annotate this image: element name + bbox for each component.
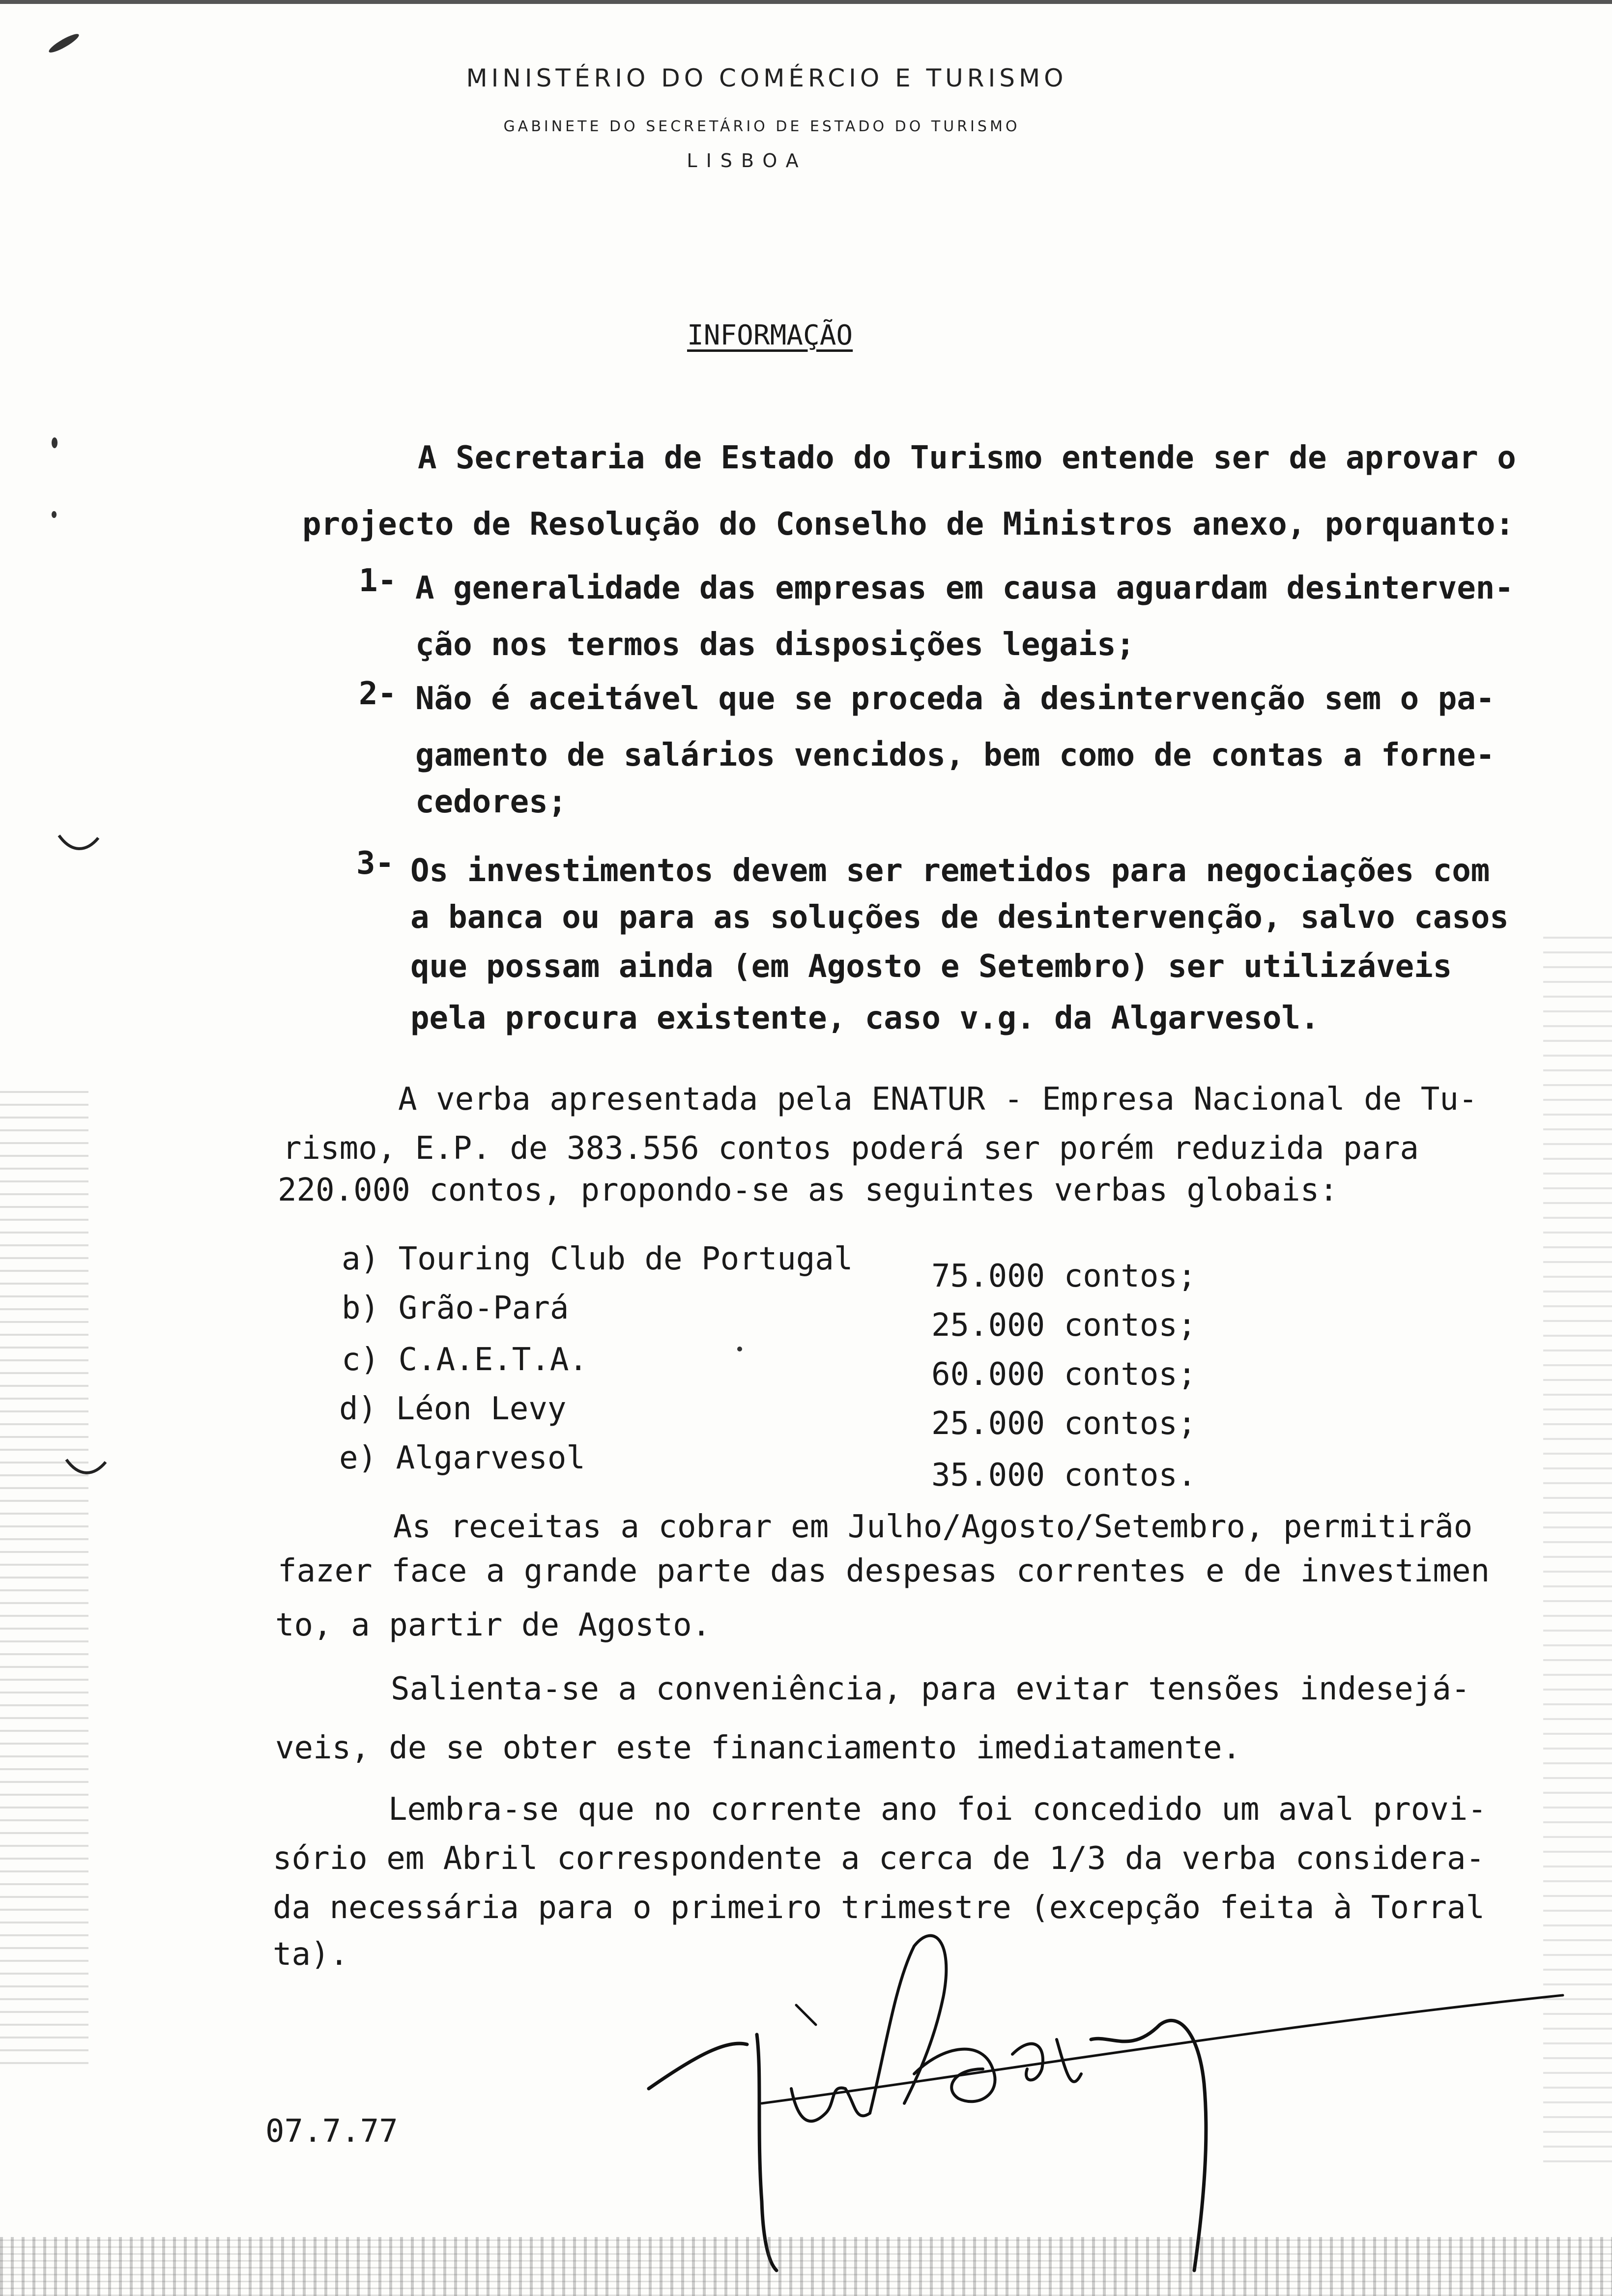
point-2-number: 2-: [359, 676, 397, 712]
point-2-line-1: Não é aceitável que se proceda à desintervenção sem o pa-: [415, 681, 1495, 717]
scan-mark: [57, 831, 101, 855]
verba-b-label: b) Grão-Pará: [342, 1290, 569, 1326]
point-3-line-3: que possam ainda (em Agosto e Setembro) ser utilizáveis: [410, 948, 1452, 985]
verba-line-2: rismo, E.P. de 383.556 contos poderá ser porém reduzida para: [283, 1130, 1419, 1167]
intro-line-2: projecto de Resolução do Conselho de Ministros anexo, porquanto:: [302, 506, 1514, 543]
point-2-line-3: cedores;: [415, 784, 567, 820]
point-3-line-4: pela procura existente, caso v.g. da Algarvesol.: [410, 1000, 1320, 1036]
point-2-line-2: gamento de salários vencidos, bem como de contas a forne-: [415, 737, 1495, 774]
verba-c-label: c) C.A.E.T.A.: [342, 1342, 588, 1378]
letterhead-ministry: MINISTÉRIO DO COMÉRCIO E TURISMO: [466, 64, 1067, 92]
point-1-line-2: ção nos termos das disposições legais;: [415, 627, 1135, 663]
lembra-line-1: Lembra-se que no corrente ano foi concedido um aval provi-: [388, 1791, 1487, 1828]
point-3-line-2: a banca ou para as soluções de desintervenção, salvo casos: [410, 899, 1509, 936]
handwritten-signature: [639, 1926, 1573, 2290]
verba-e-label: e) Algarvesol: [339, 1440, 585, 1476]
document-date: 07.7.77: [265, 2113, 398, 2150]
salienta-line-2: veis, de se obter este financiamento imediatamente.: [275, 1730, 1241, 1766]
letterhead-office: GABINETE DO SECRETÁRIO DE ESTADO DO TURISMO: [503, 118, 1020, 135]
receitas-line-1: As receitas a cobrar em Julho/Agosto/Setembro, permitirão: [393, 1509, 1473, 1545]
verba-c-value: 60.000 contos;: [931, 1356, 1197, 1393]
lembra-line-3: da necessária para o primeiro trimestre (excepção feita à Torral: [273, 1890, 1485, 1926]
verba-line-1: A verba apresentada pela ENATUR - Empresa Nacional de Tu-: [398, 1081, 1478, 1118]
scan-speck: [47, 31, 81, 56]
receitas-line-2: fazer face a grande parte das despesas correntes e de investimen: [278, 1553, 1490, 1589]
document-title: INFORMAÇÃO: [687, 319, 853, 351]
scan-speck: [737, 1347, 742, 1351]
point-3-line-1: Os investimentos devem ser remetidos para negociações com: [410, 853, 1490, 889]
verba-a-value: 75.000 contos;: [931, 1258, 1197, 1294]
point-1-number: 1-: [359, 563, 397, 599]
scan-speck: [52, 511, 57, 518]
letterhead-city: LISBOA: [687, 150, 807, 172]
scan-top-edge: [0, 0, 1612, 4]
point-1-line-1: A generalidade das empresas em causa aguardam desinterven-: [415, 570, 1514, 606]
scan-noise-left: [0, 1081, 88, 2064]
verba-e-value: 35.000 contos.: [931, 1457, 1197, 1493]
verba-d-value: 25.000 contos;: [931, 1406, 1197, 1442]
lembra-line-4: ta).: [273, 1936, 349, 1973]
receitas-line-3: to, a partir de Agosto.: [275, 1607, 711, 1643]
salienta-line-1: Salienta-se a conveniência, para evitar tensões indesejá-: [391, 1671, 1470, 1707]
verba-b-value: 25.000 contos;: [931, 1307, 1197, 1344]
intro-line-1: A Secretaria de Estado do Turismo entende ser de aprovar o: [418, 440, 1516, 476]
lembra-line-2: sório em Abril correspondente a cerca de 1/3 da verba considera-: [273, 1840, 1485, 1877]
scan-speck: [52, 437, 58, 448]
scan-noise-bottom: [0, 2237, 1612, 2296]
verba-a-label: a) Touring Club de Portugal: [342, 1241, 853, 1277]
point-3-number: 3-: [356, 845, 395, 882]
scan-noise-right: [1543, 934, 1612, 2162]
verba-d-label: d) Léon Levy: [339, 1391, 567, 1427]
verba-line-3: 220.000 contos, propondo-se as seguintes verbas globais:: [278, 1172, 1338, 1208]
scan-mark: [64, 1455, 108, 1479]
